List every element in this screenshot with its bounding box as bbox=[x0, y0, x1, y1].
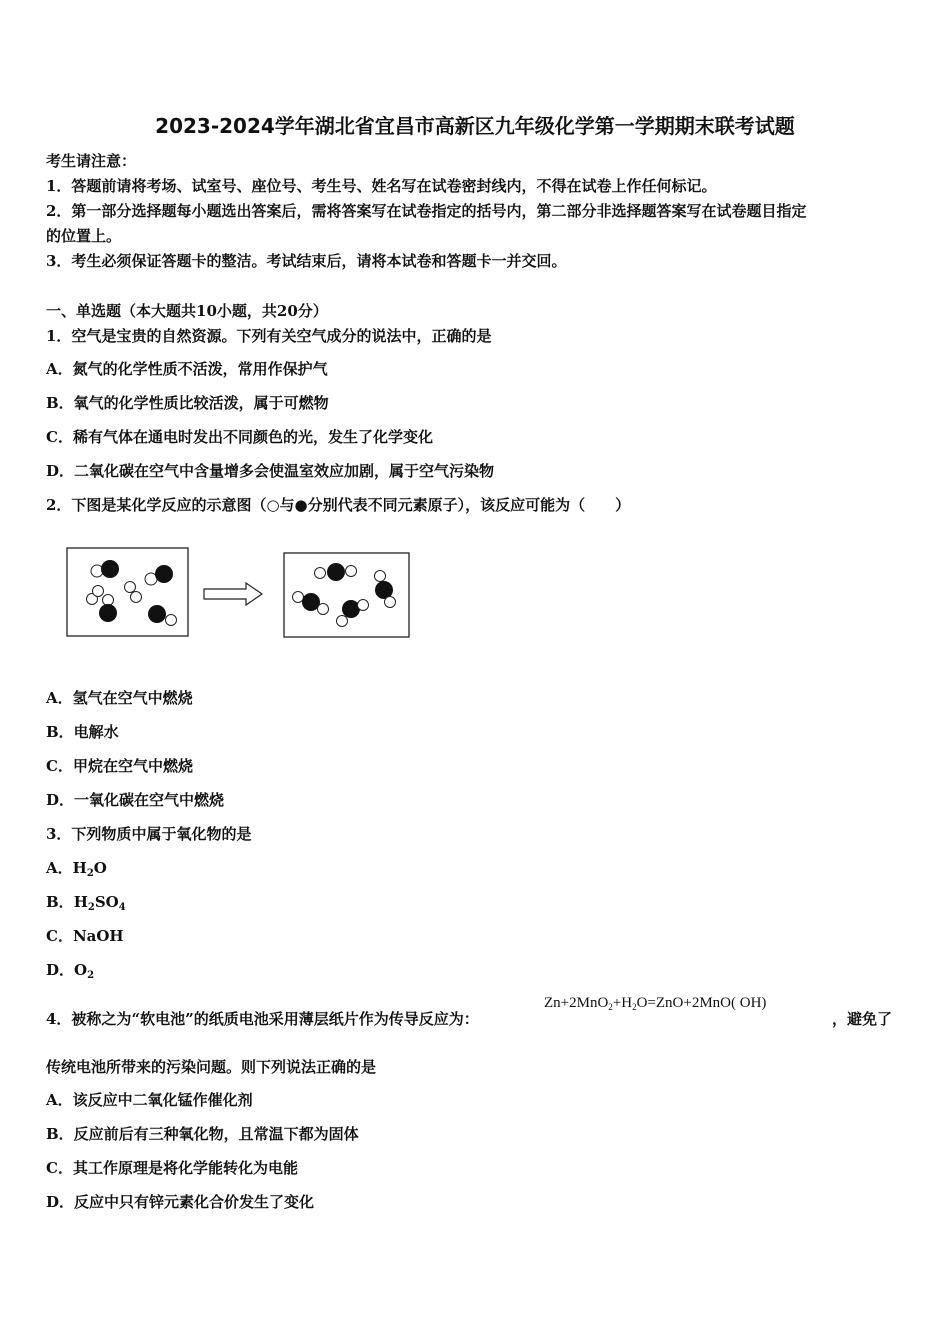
q3-option-c: C．NaOH bbox=[46, 927, 124, 945]
reaction-arrow bbox=[204, 583, 262, 605]
q4-option-a: A．该反应中二氧化锰作催化剂 bbox=[46, 1091, 253, 1109]
q3-option-d: D．$O_2$ bbox=[46, 961, 95, 981]
reaction-formula: $Zn+2MnO_2+H_2O=ZnO+2MnO$( OH) bbox=[544, 995, 767, 1012]
q1-option-c: C．稀有气体在通电时发出不同颜色的光，发生了化学变化 bbox=[46, 428, 433, 446]
q4-stem-start: 4．被称之为“软电池”的纸质电池采用薄层纸片作为传导反应为： bbox=[46, 1010, 479, 1028]
q1-stem: 1．空气是宝贵的自然资源。下列有关空气成分的说法中，正确的是 bbox=[46, 327, 492, 345]
q4-option-b: B．反应前后有三种氧化物，且常温下都为固体 bbox=[46, 1125, 359, 1143]
q1-option-b: B．氧气的化学性质比较活泼，属于可燃物 bbox=[46, 394, 329, 412]
q2-stem: 2．下图是某化学反应的示意图（○与●分别代表不同元素原子），该反应可能为（ ） bbox=[46, 496, 631, 514]
reactants-box bbox=[67, 548, 188, 636]
q3-stem: 3．下列物质中属于氧化物的是 bbox=[46, 825, 252, 843]
notice-item-3: 3．考生必须保证答题卡的整洁。考试结束后，请将本试卷和答题卡一并交回。 bbox=[46, 252, 567, 270]
q4-stem-line2: 传统电池所带来的污染问题。则下列说法正确的是 bbox=[46, 1058, 377, 1076]
q2-option-a: A．氢气在空气中燃烧 bbox=[46, 689, 193, 707]
q2-option-c: C．甲烷在空气中燃烧 bbox=[46, 757, 193, 775]
q3-option-a: A．$H_2O$ bbox=[46, 859, 107, 879]
q4-option-c: C．其工作原理是将化学能转化为电能 bbox=[46, 1159, 298, 1177]
q2-option-b: B．电解水 bbox=[46, 723, 119, 741]
q4-stem-end: ，避免了 bbox=[832, 1010, 893, 1028]
q2-option-d: D．一氧化碳在空气中燃烧 bbox=[46, 791, 225, 809]
notice-item-1: 1．答题前请将考场、试室号、座位号、考生号、姓名写在试卷密封线内，不得在试卷上作任何标记。 bbox=[46, 177, 717, 195]
notice-heading: 考生请注意： bbox=[46, 152, 137, 170]
reaction-diagram bbox=[60, 540, 420, 645]
q3-option-b: B．$H_2SO_4$ bbox=[46, 893, 126, 913]
page-title: 2023-2024学年湖北省宜昌市高新区九年级化学第一学期期末联考试题 bbox=[155, 114, 795, 138]
q4-option-d: D．反应中只有锌元素化合价发生了变化 bbox=[46, 1193, 315, 1211]
q1-option-a: A．氮气的化学性质不活泼，常用作保护气 bbox=[46, 360, 328, 378]
notice-item-2: 2．第一部分选择题每小题选出答案后，需将答案写在试卷指定的括号内，第二部分非选择题答案写在试卷题目指定 bbox=[46, 202, 807, 220]
q1-option-d: D．二氧化碳在空气中含量增多会使温室效应加剧，属于空气污染物 bbox=[46, 462, 495, 480]
notice-item-2-cont: 的位置上。 bbox=[46, 227, 122, 245]
section-header: 一、单选题（本大题共10小题，共20分） bbox=[46, 302, 328, 320]
products-box bbox=[284, 553, 409, 637]
